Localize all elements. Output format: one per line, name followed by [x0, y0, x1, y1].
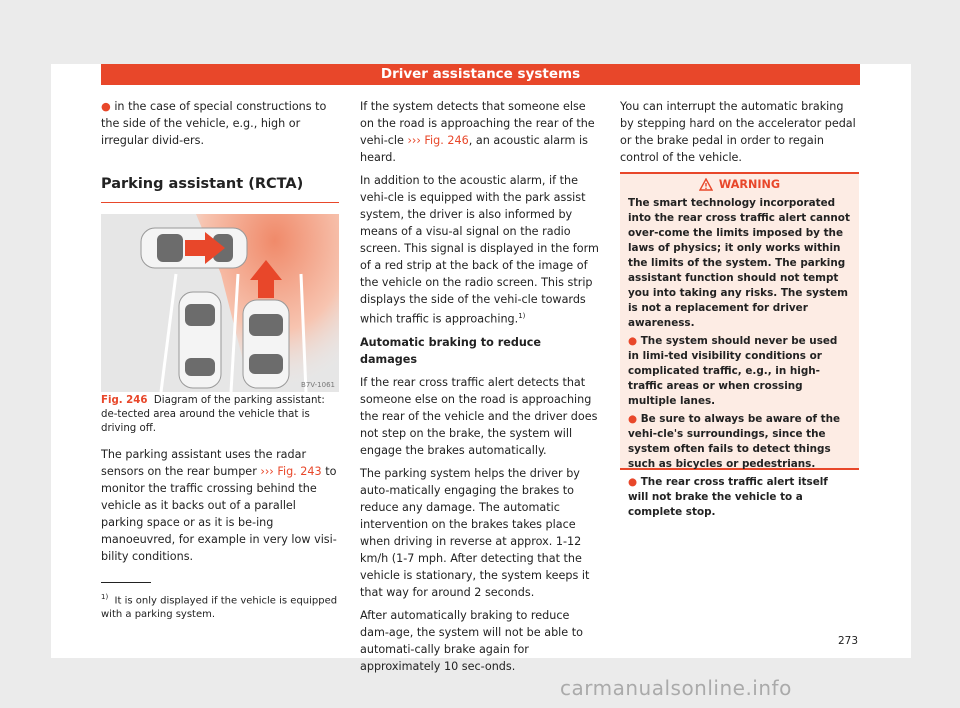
footnote-divider [101, 582, 151, 583]
warning-item: ● Be sure to always be aware of the vehi-cle's surroundings, since the system often fails to detect things such as bicycles or pedestrians. [628, 413, 841, 470]
bullet-icon: ● [628, 413, 638, 425]
bullet-icon: ● [628, 335, 638, 347]
warning-header [620, 174, 859, 191]
fig-246-link[interactable]: ››› Fig. 246 [407, 134, 469, 147]
bullet-continuation: ● in the case of special constructions to the side of the vehicle, e.g., high or irregular divid-ers. [101, 100, 327, 147]
fig-243-link[interactable]: ››› Fig. 243 [260, 465, 322, 478]
footnote [101, 590, 339, 622]
middle-column: If the system detects that someone else on the road is approaching the rear of the vehi-cle ››› Fig. 246, an acoustic alarm is heard. In addition to the acoustic alarm, if the vehi-cle is equipped with the park assist system, the driver is also informed by means of a visu-al signal on the radio screen. This signal is displayed in the form of a red strip at the back of the image of the vehicle on the radio screen. This strip displays the side of the vehi-cle towards which traffic is approaching.$^{1)}$ Automatic braking to reduce damages If the rear cross traffic alert detects that someone else on the road is approaching the rear of the vehicle and the driver does not step on the brake, the system will engage the brakes automatically. The parking system helps the driver by auto-matically engaging the brakes to reduce any damage. The automatic intervention on the brakes takes place when driving in reverse at approx. 1-12 km/h (1-7 mph. After detecting that the vehicle is stationary, the system keeps it that way for around 2 seconds. After automatically braking to reduce dam-age, the system will not be able to automati-cally brake again for approximately 10 sec-onds. [360, 100, 599, 673]
section-title: Parking assistant (RCTA) [101, 176, 304, 192]
section-divider [101, 202, 339, 203]
caption-text: Diagram of the parking assistant: de-tected area around the vehicle that is driving off. [101, 395, 325, 434]
footnote-ref: 1) [518, 312, 526, 320]
right-column: You can interrupt the automatic braking by stepping hard on the accelerator pedal or the brake pedal in order to regain control of the vehicle. [620, 100, 856, 164]
warning-box [620, 172, 859, 518]
warning-item: ● The system should never be used in limi-ted visibility conditions or complicated traffic, e.g., in high-traffic areas or when crossing multiple lanes. [628, 335, 838, 407]
warning-triangle-icon [699, 178, 713, 191]
warning-body [620, 196, 859, 520]
left-body: The parking assistant uses the radar sensors on the rear bumper ››› Fig. 243 to monitor the traffic crossing behind the vehicle as it backs out of a parallel parking space or as it is be-ing manoeuvred, for example in very low visi-bility conditions. [101, 448, 337, 563]
warning-intro: The smart technology incorporated into the rear cross traffic alert cannot over-come the limits imposed by the laws of physics; it only works within the limits of the system. The parking assistant function should not tempt you into taking any risks. The system is not a replacement for driver awareness. [628, 197, 850, 329]
bullet-icon: ● [628, 476, 638, 488]
warning-title: WARNING [718, 178, 781, 191]
bullet-icon: ● [101, 100, 111, 113]
caption-ref: Fig. 246 [101, 395, 148, 406]
page-number: 273 [838, 635, 859, 647]
section-heading [101, 176, 339, 192]
chapter-header: Driver assistance systems [101, 64, 860, 85]
figure-246 [101, 214, 339, 392]
watermark: carmanualsonline.info [560, 676, 792, 700]
parking-diagram [101, 214, 339, 392]
left-column [101, 98, 339, 155]
subheading: Automatic braking to reduce damages [360, 335, 542, 366]
warning-item: ● The rear cross traffic alert itself will not brake the vehicle to a complete stop. [628, 476, 828, 518]
figure-caption [101, 394, 339, 436]
footnote-mark: 1) [101, 593, 109, 601]
footnote-text: It is only displayed if the vehicle is equipped with a parking system. [101, 595, 338, 621]
figure-code: B7V-1061 [301, 381, 335, 389]
